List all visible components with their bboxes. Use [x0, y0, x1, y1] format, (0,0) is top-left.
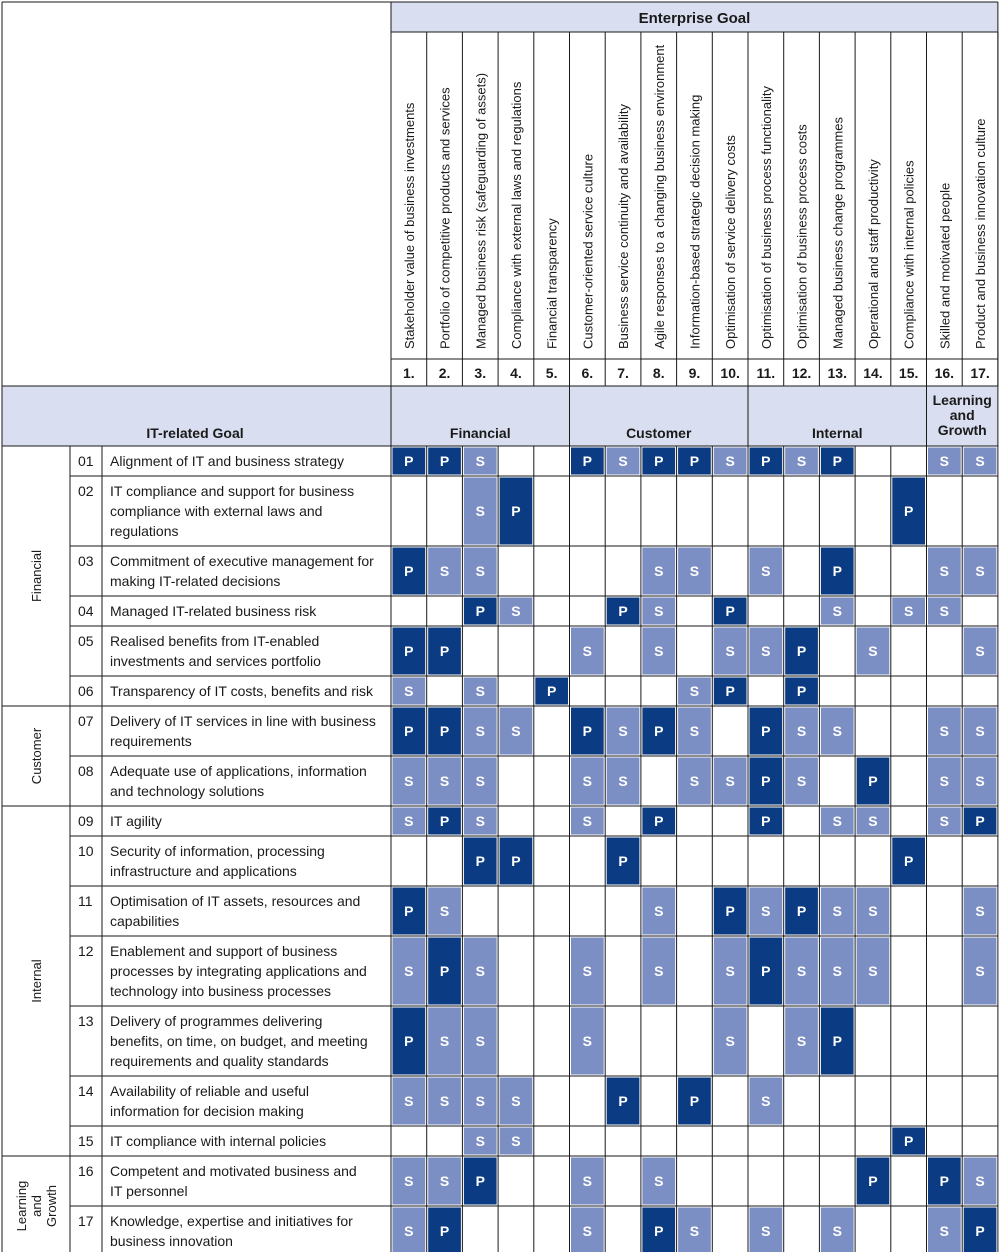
mark-label: P	[903, 503, 914, 519]
enterprise-goal-number: 5.	[545, 365, 558, 381]
enterprise-goal-number: 12.	[791, 365, 812, 381]
it-goal-label: Security of information, processing	[110, 843, 325, 859]
it-goal-number: 03	[78, 553, 94, 569]
mark-label: S	[796, 963, 807, 979]
mark-label: S	[939, 603, 950, 619]
it-goal-label: capabilities	[110, 913, 180, 929]
it-goal-number: 05	[78, 633, 94, 649]
it-goal-label: Availability of reliable and useful	[110, 1083, 309, 1099]
mark-label: S	[475, 773, 485, 789]
mark-label: S	[654, 643, 664, 659]
mark-label: P	[654, 813, 664, 829]
mark-label: P	[761, 453, 771, 469]
mark-label: P	[404, 1033, 414, 1049]
mark-label: S	[475, 723, 485, 739]
mark-label: S	[618, 773, 628, 789]
it-goal-label: and technology solutions	[110, 783, 265, 799]
it-goal-number: 02	[78, 483, 94, 499]
it-goal-label: investments and services portfolio	[110, 653, 321, 669]
it-goal-number: 01	[78, 453, 94, 469]
mark-label: P	[689, 453, 700, 469]
mark-label: P	[796, 683, 807, 699]
mark-label: S	[511, 1133, 521, 1149]
mark-label: S	[582, 963, 593, 979]
it-goal-label: regulations	[110, 523, 179, 539]
it-goal-label: requirements and quality standards	[110, 1053, 329, 1069]
mark-label: S	[725, 453, 735, 469]
mark-label: S	[868, 963, 878, 979]
it-goal-number: 11	[78, 893, 93, 909]
mark-label: P	[761, 773, 771, 789]
it-goal-label: Alignment of IT and business strategy	[110, 453, 344, 469]
mark-label: S	[868, 643, 878, 659]
enterprise-goal-label: Compliance with external laws and regulations	[508, 81, 524, 349]
mark-label: S	[975, 643, 985, 659]
it-goal-number: 17	[78, 1213, 94, 1229]
mark-label: S	[475, 813, 485, 829]
enterprise-goal-label: Business service continuity and availability	[616, 104, 632, 349]
mark-label: P	[546, 683, 557, 699]
mark-label: S	[439, 1033, 450, 1049]
mark-label: P	[761, 963, 771, 979]
enterprise-goal-number: 14.	[863, 365, 883, 381]
mark-label: P	[618, 603, 628, 619]
mark-label: S	[654, 963, 664, 979]
mark-label: P	[725, 683, 735, 699]
mark-label: S	[903, 603, 914, 619]
mark-label: P	[582, 723, 593, 739]
enterprise-goal-label: Portfolio of competitive products and services	[437, 87, 453, 349]
it-goal-label: Enablement and support of business	[110, 943, 338, 959]
mark-label: S	[725, 963, 735, 979]
mark-label: P	[796, 643, 807, 659]
it-goal-label: Commitment of executive management for	[110, 553, 374, 569]
it-goal-label: compliance with external laws and	[110, 503, 323, 519]
mark-label: S	[439, 1173, 450, 1189]
enterprise-goal-label: Optimisation of service delivery costs	[723, 135, 739, 349]
mark-label: S	[404, 1093, 414, 1109]
mark-label: S	[404, 1223, 414, 1239]
it-goal-label: Optimisation of IT assets, resources and	[110, 893, 361, 909]
enterprise-goal-number: 6.	[581, 365, 594, 381]
mark-label: S	[654, 563, 664, 579]
mark-label: S	[475, 683, 485, 699]
mark-label: P	[796, 903, 807, 919]
mark-label: S	[582, 1173, 593, 1189]
it-goal-number: 10	[78, 843, 94, 859]
mark-label: S	[975, 963, 985, 979]
mark-label: S	[439, 1093, 450, 1109]
enterprise-goal-label: Customer-oriented service culture	[580, 153, 596, 349]
mark-label: S	[511, 603, 521, 619]
mark-label: S	[689, 683, 700, 699]
mark-label: P	[618, 853, 628, 869]
enterprise-goal-number: 2.	[438, 365, 451, 381]
it-goal-label: IT agility	[110, 813, 162, 829]
enterprise-goal-label: Financial transparency	[544, 218, 560, 349]
mark-label: P	[511, 853, 521, 869]
mark-label: S	[832, 1223, 842, 1239]
mark-label: S	[975, 773, 985, 789]
row-group-label: Customer	[29, 727, 44, 785]
it-goal-label: processes by integrating applications and	[110, 963, 367, 979]
it-goal-number: 16	[78, 1163, 94, 1179]
it-goal-label: Competent and motivated business and	[110, 1163, 357, 1179]
it-goal-label: IT compliance and support for business	[110, 483, 355, 499]
mark-label: S	[832, 723, 842, 739]
mark-label: S	[439, 903, 450, 919]
it-goal-label: technology into business processes	[110, 983, 332, 999]
it-goal-label: IT compliance with internal policies	[110, 1133, 327, 1149]
enterprise-goal-number: 16.	[934, 365, 955, 381]
mark-label: P	[404, 563, 414, 579]
mark-label: P	[868, 773, 878, 789]
mark-label: S	[868, 813, 878, 829]
mark-label: S	[475, 963, 485, 979]
it-goal-label: Realised benefits from IT-enabled	[110, 633, 320, 649]
dimension-label: Learning	[932, 392, 992, 408]
mark-label: S	[975, 903, 985, 919]
mark-label: P	[404, 903, 414, 919]
it-goal-label: Delivery of IT services in line with business	[110, 713, 376, 729]
it-goal-label: Knowledge, expertise and initiatives for	[110, 1213, 353, 1229]
it-goal-label: Transparency of IT costs, benefits and risk	[110, 683, 374, 699]
mark-label: S	[832, 903, 842, 919]
it-goal-number: 07	[78, 713, 94, 729]
mark-label: S	[832, 603, 842, 619]
mark-label: P	[903, 853, 914, 869]
row-group-label: Financial	[29, 549, 44, 603]
it-goal-number: 12	[78, 943, 94, 959]
dimension-label: and	[949, 407, 975, 423]
enterprise-goal-number: 17.	[970, 365, 990, 381]
enterprise-goal-title: Enterprise Goal	[638, 10, 751, 27]
mark-label: S	[796, 723, 807, 739]
mark-label: S	[475, 1133, 485, 1149]
mark-label: P	[404, 643, 414, 659]
mark-label: S	[761, 1223, 771, 1239]
dimension-label: Internal	[811, 425, 863, 441]
mark-label: P	[654, 723, 664, 739]
mark-label: P	[761, 813, 771, 829]
mark-label: S	[939, 563, 950, 579]
enterprise-goal-number: 1.	[403, 365, 415, 381]
mark-label: S	[868, 903, 878, 919]
enterprise-goal-number: 13.	[827, 365, 847, 381]
mark-label: P	[939, 1173, 950, 1189]
it-goal-label: making IT-related decisions	[110, 573, 281, 589]
mark-label: S	[404, 683, 414, 699]
mark-label: P	[725, 603, 735, 619]
enterprise-goal-label: Agile responses to a changing business environment	[651, 44, 667, 349]
mark-label: S	[404, 773, 414, 789]
mark-label: S	[404, 963, 414, 979]
mark-label: S	[475, 1093, 485, 1109]
mark-label: S	[582, 1223, 593, 1239]
mark-label: S	[725, 773, 735, 789]
mark-label: P	[654, 1223, 664, 1239]
mark-label: S	[475, 1033, 485, 1049]
mark-label: S	[689, 1223, 700, 1239]
mark-label: S	[761, 643, 771, 659]
mark-label: S	[654, 903, 664, 919]
mark-label: S	[796, 1033, 807, 1049]
mark-label: P	[975, 1223, 985, 1239]
mark-label: S	[975, 453, 985, 469]
mark-label: S	[475, 503, 485, 519]
mark-label: P	[439, 643, 450, 659]
enterprise-goal-label: Information-based strategic decision making	[687, 94, 703, 349]
mark-label: S	[439, 563, 450, 579]
mark-label: S	[582, 643, 593, 659]
enterprise-goal-label: Product and business innovation culture	[973, 118, 989, 349]
enterprise-goal-label: Skilled and motivated people	[937, 182, 953, 349]
mark-label: S	[689, 773, 700, 789]
it-goal-label: requirements	[110, 733, 192, 749]
enterprise-goal-number: 11.	[756, 365, 776, 381]
it-related-goal-title: IT-related Goal	[146, 425, 244, 441]
enterprise-goal-number: 8.	[652, 365, 665, 381]
enterprise-goal-number: 10.	[720, 365, 740, 381]
mark-label: P	[404, 723, 414, 739]
enterprise-goal-number: 7.	[617, 365, 629, 381]
mark-label: P	[903, 1133, 914, 1149]
mark-label: P	[868, 1173, 878, 1189]
mark-label: S	[975, 563, 985, 579]
mark-label: S	[975, 723, 985, 739]
enterprise-goal-label: Optimisation of business process functionality	[758, 85, 774, 349]
enterprise-goal-label: Operational and staff productivity	[865, 159, 881, 349]
mark-label: S	[475, 563, 485, 579]
enterprise-goal-label: Compliance with internal policies	[901, 160, 917, 349]
mark-label: P	[439, 453, 450, 469]
row-group-label: Learning	[14, 1180, 29, 1232]
mark-label: P	[725, 903, 735, 919]
enterprise-goal-label: Managed business risk (safeguarding of assets)	[473, 72, 489, 349]
mark-label: P	[975, 813, 985, 829]
mark-label: P	[439, 723, 450, 739]
mark-label: S	[725, 1033, 735, 1049]
it-goal-label: Managed IT-related business risk	[110, 603, 317, 619]
mark-label: P	[439, 963, 450, 979]
mark-label: S	[939, 723, 950, 739]
mark-label: P	[439, 813, 450, 829]
mark-label: S	[404, 813, 414, 829]
mark-label: S	[689, 723, 700, 739]
mark-label: S	[654, 1173, 664, 1189]
mark-label: S	[832, 813, 842, 829]
mark-label: S	[761, 1093, 771, 1109]
it-goal-label: benefits, on time, on budget, and meeting	[110, 1033, 368, 1049]
it-goal-label: information for decision making	[110, 1103, 304, 1119]
mark-label: P	[475, 1173, 485, 1189]
dimension-label: Financial	[449, 425, 511, 441]
row-group-label: and	[29, 1195, 44, 1217]
mark-label: S	[475, 453, 485, 469]
mark-label: P	[618, 1093, 628, 1109]
mark-label: S	[725, 643, 735, 659]
enterprise-goal-label: Managed business change programmes	[830, 117, 846, 349]
mark-label: S	[975, 1173, 985, 1189]
enterprise-goal-number: 4.	[510, 365, 522, 381]
mark-label: P	[475, 603, 485, 619]
mark-label: S	[439, 773, 450, 789]
it-goal-number: 09	[78, 813, 94, 829]
enterprise-goal-label: Stakeholder value of business investments	[401, 102, 417, 349]
mark-label: S	[618, 723, 628, 739]
row-group-label: Growth	[44, 1185, 59, 1227]
dimension-label: Growth	[937, 422, 987, 438]
mark-label: S	[761, 903, 771, 919]
it-goal-number: 08	[78, 763, 94, 779]
mark-label: S	[939, 773, 950, 789]
mark-label: S	[761, 563, 771, 579]
it-goal-number: 13	[78, 1013, 94, 1029]
mark-label: S	[939, 813, 950, 829]
mark-label: P	[832, 563, 842, 579]
mark-label: S	[939, 453, 950, 469]
mark-label: P	[404, 453, 414, 469]
it-goal-number: 06	[78, 683, 94, 699]
it-goal-label: Delivery of programmes delivering	[110, 1013, 323, 1029]
dimension-label: Customer	[626, 425, 692, 441]
it-goal-number: 14	[78, 1083, 94, 1099]
mark-label: S	[796, 773, 807, 789]
mark-label: P	[689, 1093, 700, 1109]
row-group-label: Internal	[29, 959, 44, 1003]
mark-label: P	[511, 503, 521, 519]
mark-label: S	[796, 453, 807, 469]
mark-label: S	[404, 1173, 414, 1189]
mark-label: S	[618, 453, 628, 469]
mark-label: S	[511, 723, 521, 739]
mark-label: S	[582, 773, 593, 789]
it-goal-label: business innovation	[110, 1233, 233, 1249]
mark-label: S	[939, 1223, 950, 1239]
mark-label: S	[654, 603, 664, 619]
it-goal-label: infrastructure and applications	[110, 863, 297, 879]
mark-label: P	[832, 1033, 842, 1049]
it-goal-number: 04	[78, 603, 94, 619]
it-goal-number: 15	[78, 1133, 94, 1149]
enterprise-goal-label: Optimisation of business process costs	[794, 124, 810, 349]
mark-label: S	[582, 813, 593, 829]
it-goal-label: Adequate use of applications, information	[110, 763, 367, 779]
enterprise-goal-number: 15.	[898, 365, 919, 381]
mark-label: S	[582, 1033, 593, 1049]
enterprise-goal-number: 9.	[688, 365, 701, 381]
mark-label: P	[832, 453, 842, 469]
mark-label: S	[832, 963, 842, 979]
mark-label: P	[475, 853, 485, 869]
mark-label: P	[582, 453, 593, 469]
mark-label: S	[689, 563, 700, 579]
mark-label: S	[511, 1093, 521, 1109]
mark-label: P	[439, 1223, 450, 1239]
it-goal-label: IT personnel	[110, 1183, 188, 1199]
enterprise-goal-number: 3.	[474, 365, 487, 381]
mark-label: P	[761, 723, 771, 739]
mark-label: P	[654, 453, 664, 469]
